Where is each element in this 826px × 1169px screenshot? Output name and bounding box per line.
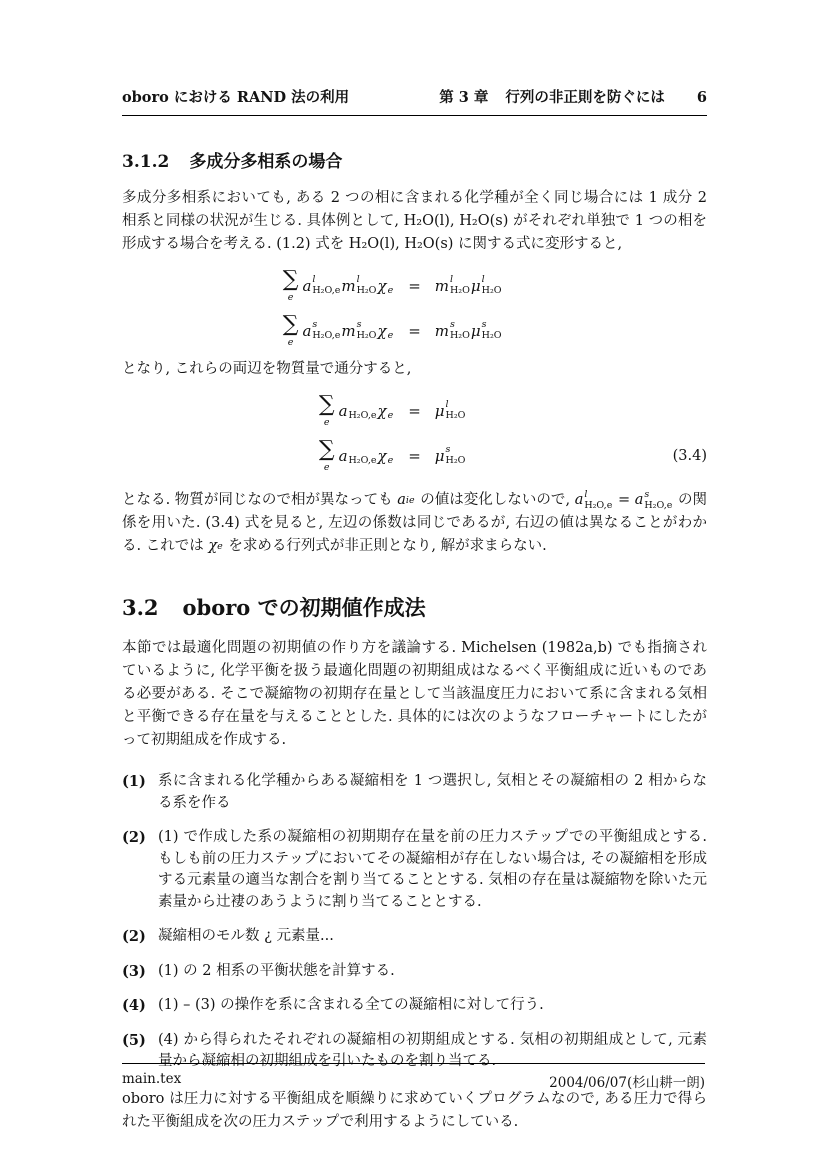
item-label: (2)	[122, 829, 146, 846]
item-text: 系に含まれる化学種からある凝縮相を 1 つ選択し, 気相とその凝縮相の 2 相からなる系を作る	[158, 773, 707, 811]
subsection-heading-312	[122, 147, 707, 172]
math-term: μ l H₂O	[470, 274, 502, 296]
footer-filename: main.tex	[122, 1071, 182, 1087]
equals-sign: =	[408, 447, 421, 465]
equation-block-1	[122, 268, 707, 349]
section-heading-32	[122, 592, 707, 622]
math-term: a s H₂O,e	[634, 489, 673, 511]
list-item	[122, 926, 707, 948]
math-term: m l H₂O	[341, 274, 377, 296]
equation-line-4	[122, 438, 707, 474]
item-label: (1)	[122, 773, 146, 790]
item-text: (1) の 2 相系の平衡状態を計算する.	[158, 962, 395, 979]
header-title: oboro における RAND 法の利用	[122, 89, 350, 106]
list-item	[122, 995, 707, 1017]
section-number: 3.2	[122, 595, 159, 620]
item-text: (1) – (3) の操作を系に含まれる全ての凝縮相に対して行う.	[158, 997, 544, 1013]
paragraph-initial-values: 本節では最適化問題の初期値の作り方を議論する. Michelsen (1982a,b) でも指摘されているように, 化学平衡を扱う最適化問題の初期組成はなるべく平衡組成に近いものである必要がある. そこで凝縮物の初期存在量として当該温度圧力において系に含まれる気相と平衡できる存在量を与えることとした. 具体的には次のようなフローチャートにしたがって初期組成を作成する.	[122, 640, 707, 748]
equation-line-1	[122, 268, 707, 304]
sum-symbol: ∑ e	[282, 267, 299, 304]
paragraph-multiphase: 多成分多相系においても, ある 2 つの相に含まれる化学種が全く同じ場合には 1 成分 2 相系と同様の状況が生じる. 具体例として, H₂O(l), H₂O(s) がそれぞれ単独で 1 つの相を形成する場合を考える. (1.2) 式を H₂O(l), H₂O(s) に関する式に変形すると,	[122, 190, 707, 252]
math-term: m s H₂O	[434, 319, 470, 341]
math-term: χ e	[208, 538, 223, 554]
paragraph-interlude: となり, これらの両辺を物質量で通分すると,	[122, 361, 412, 377]
math-term: χ e	[377, 447, 394, 466]
item-text: (4) から得られたそれぞれの凝縮相の初期組成とする. 気相の初期組成として, 元素量から凝縮相の初期組成を引いたものを割り当てる.	[158, 1031, 707, 1069]
math-term: μ s H₂O	[434, 444, 466, 466]
equation-line-2	[122, 313, 707, 349]
flowchart-list	[122, 771, 707, 1073]
math-term: a s H₂O,e	[302, 319, 341, 341]
item-text: (1) で作成した系の凝縮相の初期期存在量を前の圧力ステップでの平衡組成とする. もしも前の圧力ステップにおいてその凝縮相が存在しない場合は, その凝縮相を形成する元素量の適当な割合を割り当てることとする. 気相の存在量は凝縮物を除いた元素量から辻褄のあうように割り当てることとする.	[158, 829, 707, 910]
math-term: m s H₂O	[341, 319, 377, 341]
list-item	[122, 771, 707, 814]
item-label: (3)	[122, 962, 146, 980]
math-term: a H₂O,e	[338, 402, 377, 421]
math-term: a l H₂O,e	[574, 489, 613, 511]
math-term: χ e	[377, 277, 394, 296]
math-term: m l H₂O	[434, 274, 470, 296]
item-label: (4)	[122, 997, 146, 1014]
math-term: μ l H₂O	[434, 399, 466, 421]
equals-sign: =	[408, 322, 421, 340]
equation-block-2	[122, 393, 707, 474]
page-footer	[122, 1063, 705, 1091]
equals-sign: =	[408, 402, 421, 420]
page-number: 6	[696, 89, 707, 106]
sum-symbol: ∑ e	[318, 392, 335, 429]
sum-symbol: ∑ e	[318, 437, 335, 474]
math-term: χ e	[377, 322, 394, 341]
footer-date-author: 2004/06/07(杉山耕一朗)	[549, 1075, 705, 1091]
chapter-label: 第 3 章	[439, 89, 489, 106]
sum-symbol: ∑ e	[282, 312, 299, 349]
item-text: 凝縮相のモル数 ¿ 元素量...	[158, 928, 334, 944]
math-term: a ie	[397, 492, 415, 508]
paragraph-oboro-pressure: oboro は圧力に対する平衡組成を順繰りに求めていくプログラムなので, ある圧力で得られた平衡組成を次の圧力ステップで利用するようにしている.	[122, 1090, 707, 1130]
list-item	[122, 961, 707, 983]
page-header	[122, 86, 707, 116]
equals-sign: =	[408, 277, 421, 295]
math-term: a H₂O,e	[338, 447, 377, 466]
math-term: χ e	[377, 402, 394, 421]
section-title: oboro での初期値作成法	[182, 595, 426, 620]
list-item	[122, 827, 707, 913]
item-label: (5)	[122, 1031, 146, 1049]
item-label: (2)	[122, 928, 146, 945]
math-term: a l H₂O,e	[302, 274, 341, 296]
chapter-title: 行列の非正則を防ぐには	[505, 89, 665, 106]
equation-number: (3.4)	[672, 448, 707, 464]
header-right	[439, 86, 707, 107]
subsection-number: 3.1.2	[122, 152, 170, 172]
equation-line-3	[122, 393, 707, 429]
subsection-title: 多成分多相系の場合	[189, 152, 343, 172]
math-term: μ s H₂O	[470, 319, 502, 341]
page-content	[122, 86, 707, 1134]
paragraph-singular: となる. 物質が同じなので相が異なっても a ie の値は変化しないので, a l H₂O,e = a s H₂O,e の関係を用いた. (3.4) 式を見ると, 左辺の係数は同じであるが, 右辺の値は異なることがわかる. これでは χ e を求める行列式が非正則となり, 解が求まらない.	[122, 489, 707, 558]
